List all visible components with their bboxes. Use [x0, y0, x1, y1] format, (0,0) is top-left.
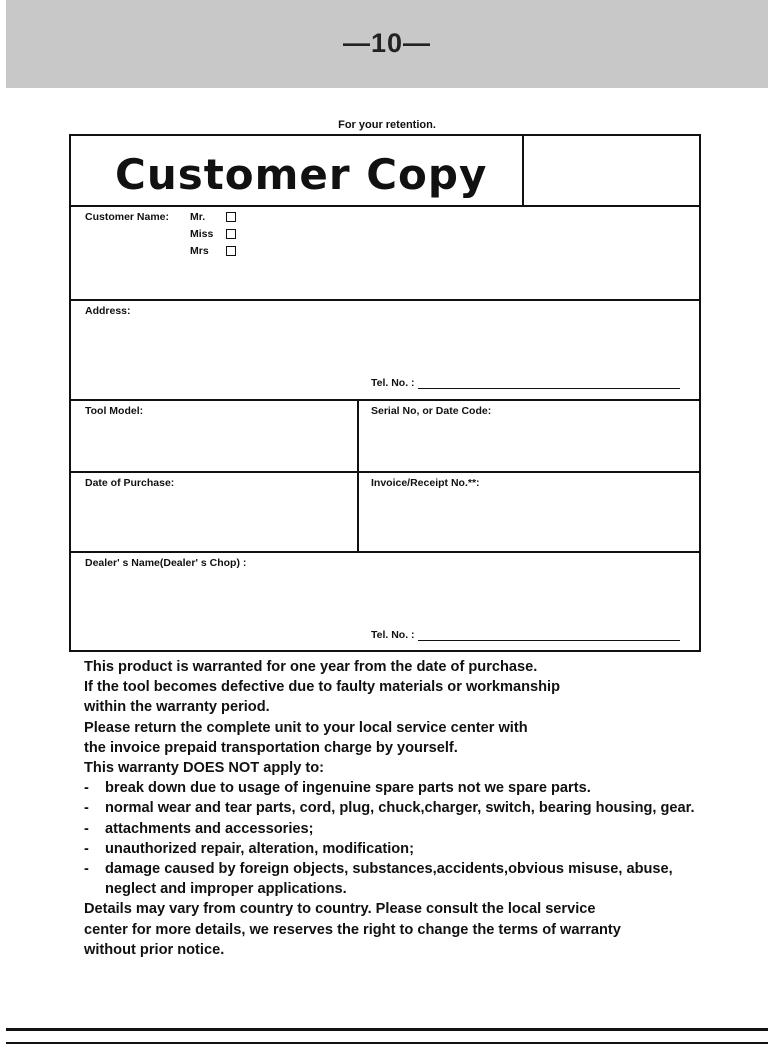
address-label: Address: [85, 305, 131, 317]
salutation-miss[interactable] [190, 228, 236, 240]
salutation-mrs[interactable] [190, 245, 236, 257]
exclusion-text: unauthorized repair, alteration, modification; [105, 840, 414, 857]
row-divider [71, 399, 699, 401]
warranty-line: This product is warranted for one year from the date of purchase. [84, 659, 538, 675]
bottom-rule [6, 1042, 768, 1044]
warranty-line: the invoice prepaid transportation charge by yourself. [84, 739, 458, 756]
warranty-text [84, 657, 714, 960]
retention-note: For your retention. [338, 119, 436, 131]
warranty-line: center for more details, we reserves the right to change the terms of warranty [84, 921, 621, 938]
checkbox-mrs[interactable] [226, 246, 236, 256]
stamp-box [524, 136, 699, 205]
salutation-label: Mr. [190, 211, 206, 223]
serial-label: Serial No, or Date Code: [371, 405, 492, 417]
exclusion-item: - damage caused by foreign objects, substances,accidents,obvious misuse, abuse, neglect and improper applications. [84, 859, 714, 899]
exclusion-text: attachments and accessories; [105, 820, 314, 837]
warranty-line: within the warranty period. [84, 699, 270, 716]
warranty-line: If the tool becomes defective due to faulty materials or workmanship [84, 679, 561, 696]
page-number: —10— [342, 28, 432, 58]
warranty-line: without prior notice. [84, 941, 225, 958]
salutation-label: Mrs [190, 245, 209, 257]
header-band [6, 0, 768, 88]
exclusion-item: - unauthorized repair, alteration, modification; [84, 839, 714, 859]
dealer-label: Dealer' s Name(Dealer' s Chop) : [85, 557, 247, 569]
dealer-tel-field[interactable] [371, 629, 680, 641]
warranty-line: This warranty DOES NOT apply to: [84, 760, 325, 777]
exclusion-text: normal wear and tear parts, cord, plug, chuck,charger, switch, bearing housing, gear. [105, 800, 695, 817]
exclusion-item: - normal wear and tear parts, cord, plug, chuck,charger, switch, bearing housing, gear. [84, 798, 714, 818]
purchase-date-label: Date of Purchase: [85, 477, 175, 489]
row-divider [71, 471, 699, 473]
tel-input-line[interactable] [418, 639, 680, 641]
exclusion-text: break down due to usage of ingenuine spare parts not we spare parts. [105, 780, 591, 797]
bottom-rule [6, 1028, 768, 1031]
row-divider [71, 205, 699, 207]
exclusion-item: - attachments and accessories; [84, 819, 714, 839]
tel-label: Tel. No. : [371, 377, 415, 389]
tel-label: Tel. No. : [371, 629, 415, 641]
form-title: Customer Copy [115, 150, 488, 199]
tel-input-line[interactable] [418, 387, 680, 389]
tool-model-label: Tool Model: [85, 405, 144, 417]
customer-copy-form [69, 134, 701, 652]
column-divider [357, 399, 359, 553]
address-tel-field[interactable] [371, 377, 680, 389]
checkbox-mr[interactable] [226, 212, 236, 222]
row-divider [71, 299, 699, 301]
exclusion-item: - break down due to usage of ingenuine spare parts not we spare parts. [84, 778, 714, 798]
checkbox-miss[interactable] [226, 229, 236, 239]
warranty-line: Please return the complete unit to your local service center with [84, 719, 528, 736]
exclusion-text: damage caused by foreign objects, substances,accidents,obvious misuse, abuse, neglect and improper applications. [105, 861, 673, 898]
invoice-label: Invoice/Receipt No.**: [371, 477, 480, 489]
warranty-line: Details may vary from country to country. Please consult the local service [84, 901, 596, 918]
salutation-mr[interactable] [190, 211, 236, 223]
customer-name-label: Customer Name: [85, 211, 170, 223]
salutation-label: Miss [190, 228, 214, 240]
row-divider [71, 551, 699, 553]
